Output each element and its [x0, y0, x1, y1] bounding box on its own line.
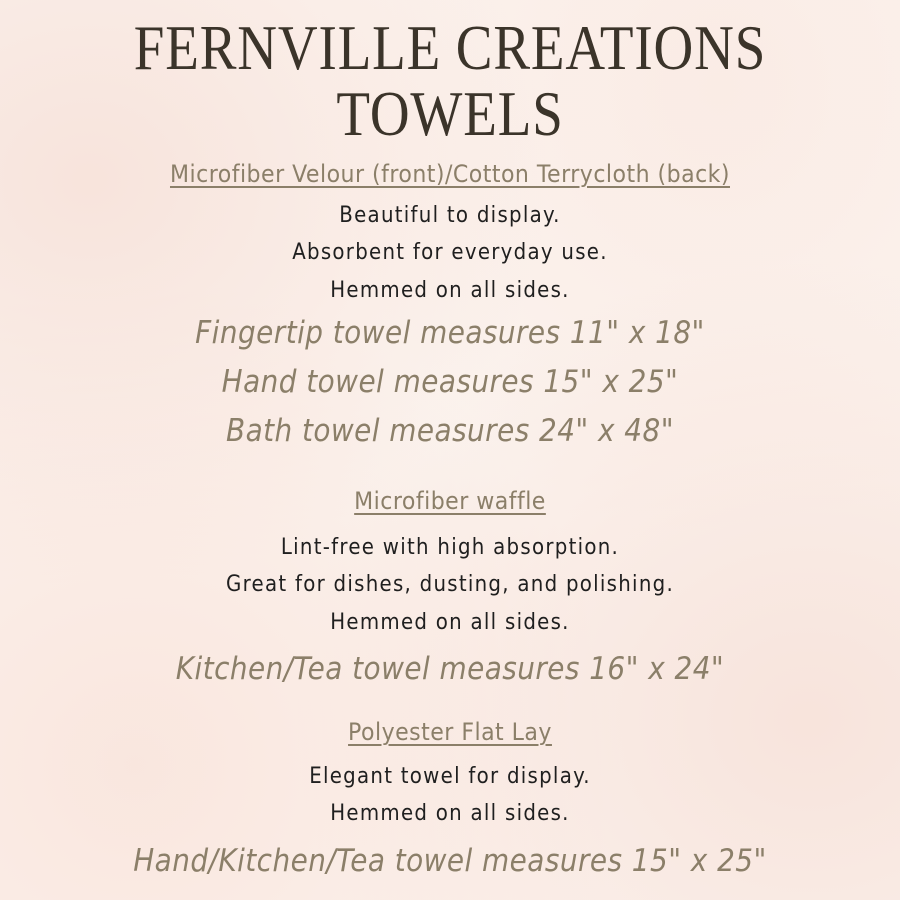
description-line: Hemmed on all sides.	[330, 801, 570, 826]
measurement-line: Hand towel measures 15" x 25"	[221, 364, 679, 400]
measurement-line: Hand/Kitchen/Tea towel measures 15" x 25"	[133, 843, 767, 879]
description-line: Absorbent for everyday use.	[292, 240, 608, 265]
measurement-line: Bath towel measures 24" x 48"	[225, 413, 675, 449]
section-heading: Microfiber waffle	[354, 487, 546, 515]
page-title-line-1: FERNVILLE CREATIONS	[133, 12, 767, 83]
description-line: Hemmed on all sides.	[330, 610, 570, 635]
section-heading: Microfiber Velour (front)/Cotton Terrycloth (back)	[169, 160, 730, 188]
measurement-line: Fingertip towel measures 11" x 18"	[195, 315, 705, 351]
section-heading: Polyester Flat Lay	[348, 718, 552, 746]
measurement-line: Kitchen/Tea towel measures 16" x 24"	[175, 651, 725, 687]
description-line: Elegant towel for display.	[309, 764, 591, 789]
page-title-line-2: TOWELS	[336, 78, 564, 149]
description-line: Hemmed on all sides.	[330, 278, 570, 303]
description-line: Great for dishes, dusting, and polishing.	[225, 572, 675, 597]
description-line: Beautiful to display.	[339, 203, 561, 228]
description-line: Lint-free with high absorption.	[280, 535, 620, 560]
